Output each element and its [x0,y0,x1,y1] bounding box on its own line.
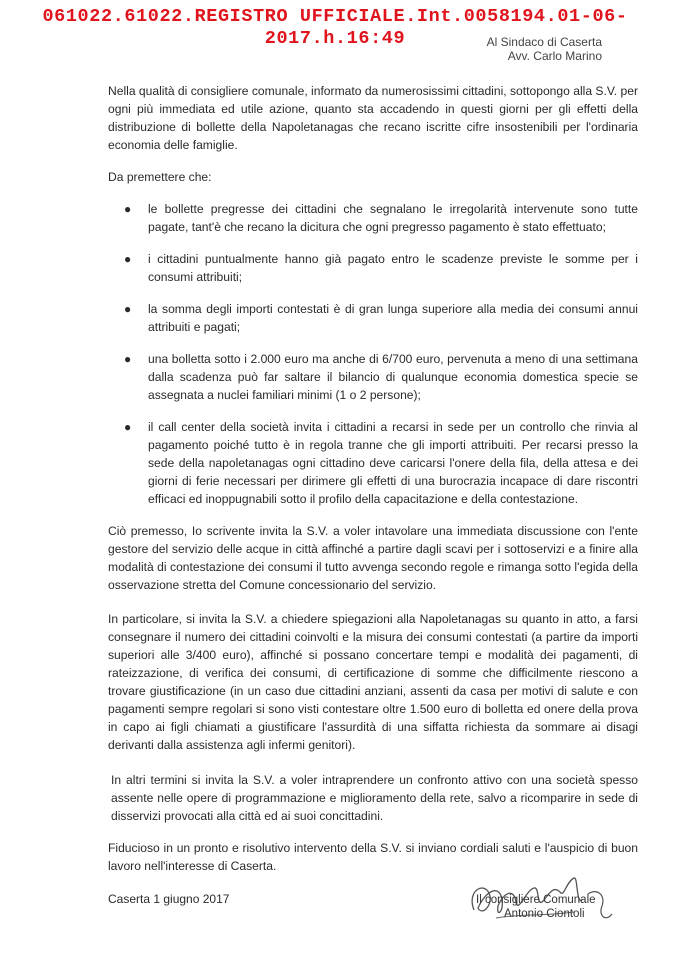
paragraph-request: Ciò premesso, Io scrivente invita la S.V. a voler intavolare una immediata discussione con l'ente gestore del servizio delle acque in città affinché a partire dagli scavi per i sottoservizi e a finire alla modalità di contestazione dei consumi il tutto avvenga secondo regole e rimanga sotto l'egida della osservazione stretta del Comune concessionario del servizio. [108,524,638,592]
signature-block [456,880,616,940]
protocol-stamp-line1: 061022.61022.REGISTRO UFFICIALE.Int.0058194.01-06- [42,6,628,27]
bullet-icon: ● [124,252,132,266]
letter-date: Caserta 1 giugno 2017 [108,892,230,906]
paragraph-details: In particolare, si invita la S.V. a chiedere spiegazioni alla Napoletanagas su quanto in atto, a farsi consegnare il numero dei cittadini coinvolti e la misura dei consumi contestati (a partire da importi superiori alle 3/400 euro), affinché si possano concertare tempi e modalità dei pagamenti, di rateizzazione, di verifica dei consumi, di certificazione di somme che difficilmente riescono a trovare giustificazione (in un caso due cittadini anziani, assenti da casa per motivi di salute e con pagamenti sempre regolari si sono visti contestare oltre 1.500 euro di bolletta ed onere della prova in capo ai figli chiamati a giustificare l'assurdità di una siffatta richiesta da sommare ai disagi derivanti dalla assistenza agli infermi genitori). [108,612,638,752]
intro-paragraph: Nella qualità di consigliere comunale, informato da numerosissimi cittadini, sottopongo alla S.V. per ogni più immediata ed utile azione, quanto sta accadendo in questi giorni per gli effetti della distribuzione di bollette della Napoletanagas che recano iscritte cifre insostenibili per l'ordinaria economia delle famiglie. [108,84,638,152]
signature-role: Il consigliere Comunale [476,894,596,906]
list-item [108,250,638,286]
list-item-text: la somma degli importi contestati è di gran lunga superiore alla media dei consumi annui attribuiti e pagati; [148,302,638,334]
list-item [108,350,638,404]
addressee-name: Avv. Carlo Marino [507,49,602,63]
list-item-text: una bolletta sotto i 2.000 euro ma anche di 6/700 euro, pervenuta a meno di una settimana dalla scadenza può far saltare il bilancio di qualunque economia domestica specie se assegnata a nuclei familiari minimi (1 o 2 persone); [148,352,638,402]
list-item-text: i cittadini puntualmente hanno già pagato entro le scadenze previste le somme per i consumi attribuiti; [148,252,638,284]
addressee-block [487,35,602,63]
premise-list [108,200,638,508]
list-item [108,418,638,508]
paragraph-other-terms: In altri termini si invita la S.V. a voler intraprendere un confronto attivo con una società spesso assente nelle opere di programmazione e miglioramento della rete, salvo a ricomparire in sede di disservizi provocati alla città ed ai suoi concittadini. [111,773,638,823]
bullet-icon: ● [124,352,132,366]
letter-body [108,82,638,875]
bullet-icon: ● [124,420,132,434]
list-item-text: le bollette pregresse dei cittadini che segnalano le irregolarità intervenute sono tutte pagate, tant'è che recano la dicitura che ogni pregresso pagamento è stato effettuato; [148,202,638,234]
protocol-stamp-line2: 2017.h.16:49 [264,28,406,49]
paragraph-closing: Fiducioso in un pronto e risolutivo intervento della S.V. si inviano cordiali saluti e l'auspicio di buon lavoro nell'interesse di Caserta. [108,841,638,873]
premise-heading: Da premettere che: [108,170,212,184]
list-item [108,200,638,236]
signature-name: Antonio Ciontoli [504,908,585,920]
list-item [108,300,638,336]
bullet-icon: ● [124,202,132,216]
list-item-text: il call center della società invita i cittadini a recarsi in sede per un controllo che rinvia al pagamento poiché tutto è in regola tranne che gli importi attribuiti. Per recarsi presso la sede della napoletanagas ogni cittadino deve caricarsi l'onere della fila, della attesa e dei giorni di ferie necessari per dirimere gli effetti di una burocrazia incapace di dare riscontri efficaci ed inoppugnabili sotto il profilo della capacitazione e della contestazione. [148,420,638,506]
bullet-icon: ● [124,302,132,316]
addressee-title: Al Sindaco di Caserta [486,35,602,49]
